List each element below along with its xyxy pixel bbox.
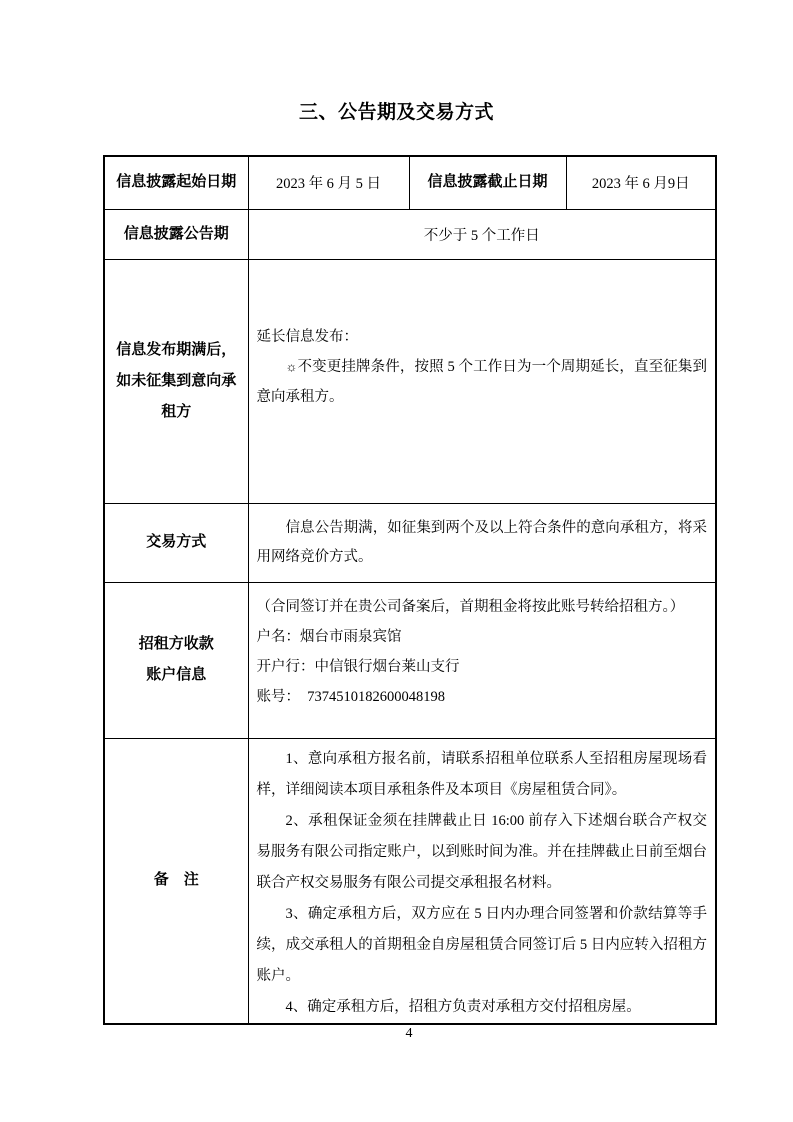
account-number: 账号： 7374510182600048198 [256,688,445,705]
account-bank: 开户行：中信银行烟台莱山支行 [256,658,460,675]
disclosure-end-value: 2023 年 6 月9日 [566,156,716,209]
remark-item: 1、意向承租方报名前，请联系招租单位联系人至招租房屋现场看样，详细阅读本项目承租条件及本项目《房屋租赁合同》。 [256,750,707,798]
row-account-info [104,582,716,738]
account-label-line: 招租方收款 [138,636,214,652]
announcement-table [103,155,717,1025]
row-trade-method [104,503,716,582]
row-announce-period [104,209,716,259]
extension-intro: 延长信息发布： [256,328,358,345]
remark-item: 2、承租保证金须在挂牌截止日 16:00 前存入下述烟台联合产权交易服务有限公司指定账户，以到账时间为准。并在挂牌截止日前至烟台联合产权交易服务有限公司提交承租报名材料。 [256,812,707,891]
disclosure-start-value: 2023 年 6 月 5 日 [248,156,409,209]
extension-label-line: 信息发布期满后， [116,341,237,358]
page-number: 4 [405,1026,413,1041]
section-title: 三、公告期及交易方式 [298,102,494,123]
account-name: 户名：烟台市雨泉宾馆 [256,628,402,645]
disclosure-end-label: 信息披露截止日期 [409,156,566,209]
extension-content [248,259,716,503]
remark-item: 4、确定承租方后，招租方负责对承租方交付招租房屋。 [285,998,641,1015]
account-note: （合同签订并在贵公司备案后，首期租金将按此账号转给招租方。） [256,598,685,615]
extension-option [257,352,708,412]
trade-method-label: 交易方式 [104,503,248,582]
account-content [248,582,716,738]
account-label-line: 账户信息 [146,667,207,683]
trade-method-text: 信息公告期满，如征集到两个及以上符合条件的意向承租方，将采用网络竞价方式。 [256,519,707,565]
announce-period-value: 不少于 5 个工作日 [248,209,716,259]
extension-label-line: 租方 [161,403,192,420]
trade-method-content [248,503,716,582]
row-extension [104,259,716,503]
sun-bullet-icon: ☼ [285,358,298,374]
remark-item: 3、确定承租方后，双方应在 5 日内办理合同签署和价款结算等手续，成交承租人的首期租金自房屋租赁合同签订后 5 日内应转入招租方账户。 [256,905,707,984]
extension-label-line: 如未征集到意向承 [116,372,237,389]
announce-period-label: 信息披露公告期 [104,209,248,259]
remarks-label: 备 注 [104,738,248,1024]
row-disclosure-dates [104,156,716,209]
remarks-content [248,738,716,1024]
extension-option-text: 不变更挂牌条件，按照 5 个工作日为一个周期延长，直至征集到意向承租方。 [256,358,707,405]
disclosure-start-label: 信息披露起始日期 [104,156,248,209]
account-label [104,582,248,738]
extension-label [104,259,248,503]
row-remarks [104,738,716,1024]
